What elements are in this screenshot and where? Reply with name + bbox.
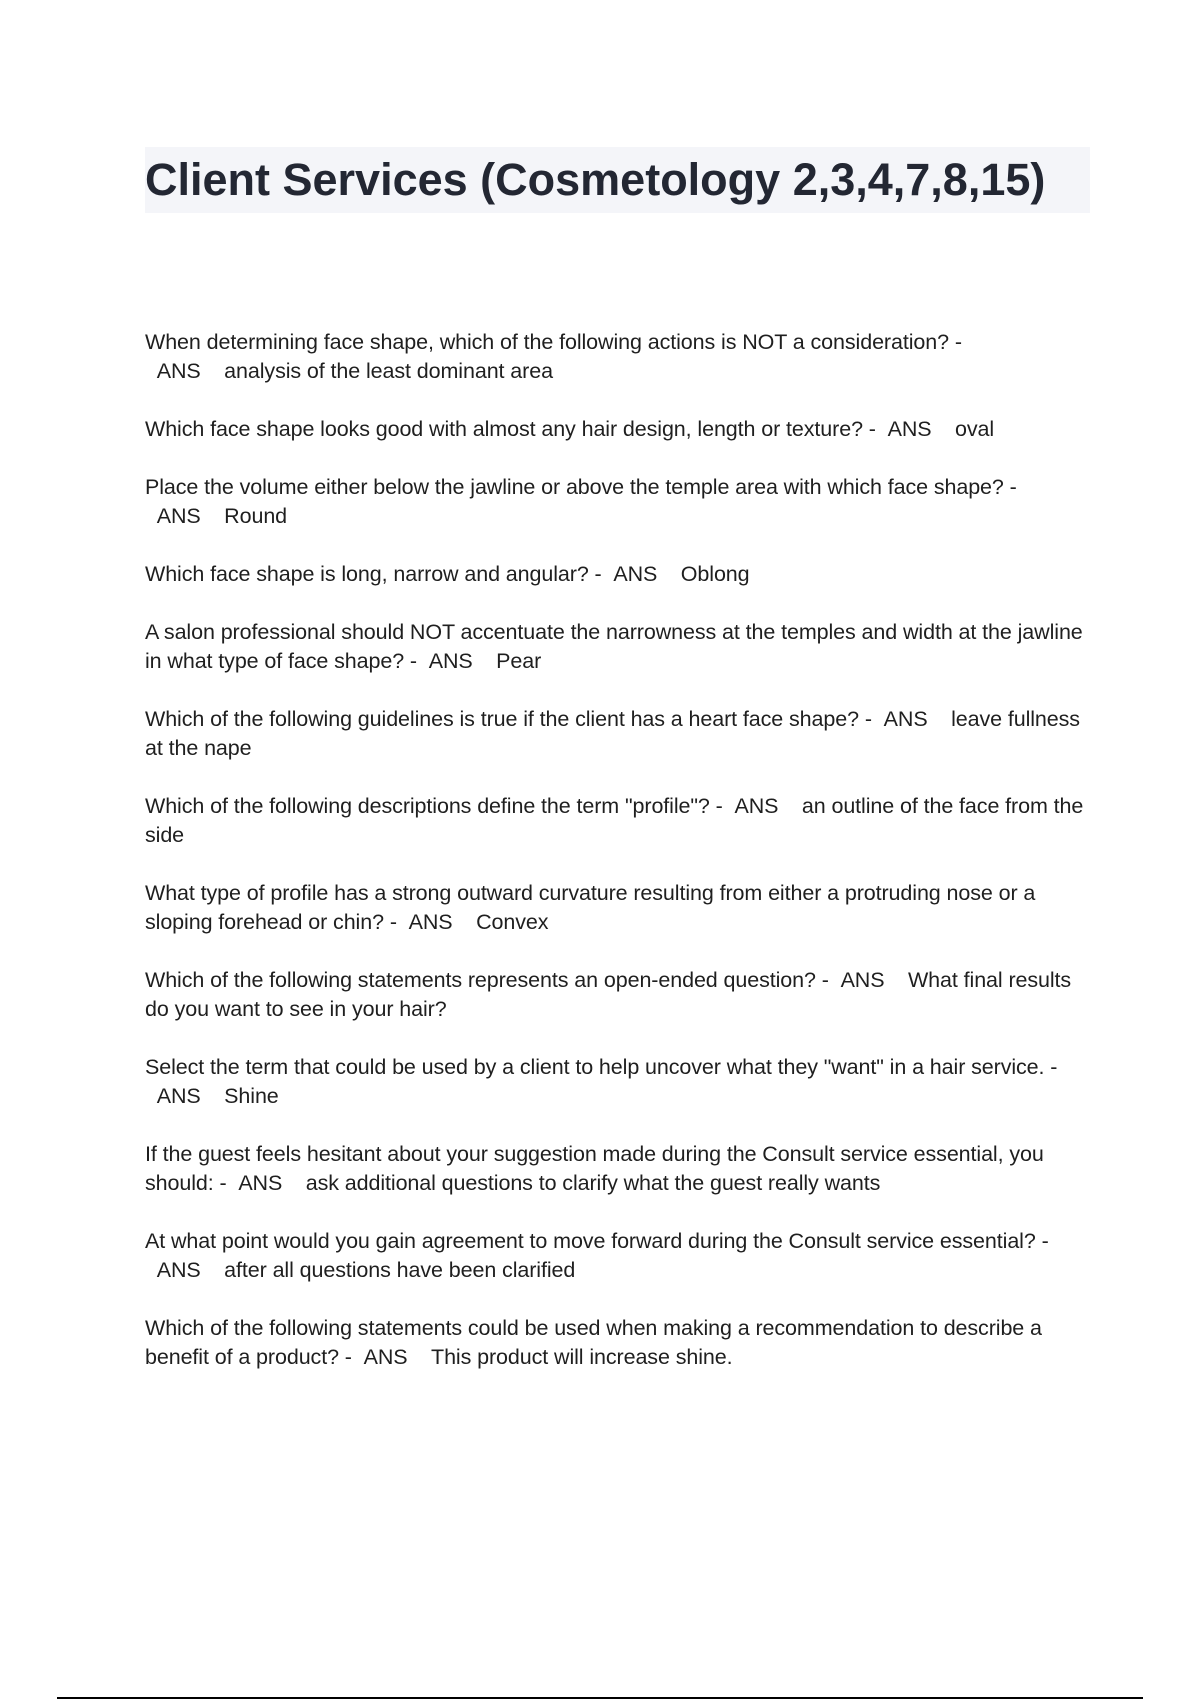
answer-marker: ANS bbox=[363, 1345, 408, 1369]
qa-item bbox=[145, 1140, 1090, 1198]
answer-marker: ANS bbox=[887, 417, 932, 441]
answer-marker: ANS bbox=[238, 1171, 283, 1195]
question-text: Which of the following guidelines is true if the client has a heart face shape? - bbox=[145, 707, 872, 731]
answer-text: oval bbox=[955, 417, 995, 441]
qa-item bbox=[145, 415, 1090, 444]
answer-marker: ANS bbox=[613, 562, 658, 586]
question-text: Which of the following descriptions define the term "profile"? - bbox=[145, 794, 723, 818]
qa-item bbox=[145, 705, 1090, 763]
page-title: Client Services (Cosmetology 2,3,4,7,8,15) bbox=[145, 154, 1046, 205]
answer-text: analysis of the least dominant area bbox=[224, 359, 553, 383]
answer-text: This product will increase shine. bbox=[431, 1345, 733, 1369]
answer-marker: ANS bbox=[428, 649, 473, 673]
qa-item bbox=[145, 792, 1090, 850]
question-text: Which of the following statements represents an open-ended question? - bbox=[145, 968, 829, 992]
answer-marker: ANS bbox=[156, 359, 201, 383]
answer-marker: ANS bbox=[840, 968, 885, 992]
question-text: Select the term that could be used by a client to help uncover what they "want" in a hair service. - bbox=[145, 1055, 1058, 1079]
qa-item bbox=[145, 966, 1090, 1024]
qa-item bbox=[145, 879, 1090, 937]
answer-marker: ANS bbox=[883, 707, 928, 731]
answer-text: Round bbox=[224, 504, 288, 528]
answer-text: Shine bbox=[224, 1084, 279, 1108]
answer-text: after all questions have been clarified bbox=[224, 1258, 576, 1282]
qa-item bbox=[145, 1227, 1090, 1285]
qa-item bbox=[145, 473, 1090, 531]
answer-marker: ANS bbox=[156, 504, 201, 528]
question-text: A salon professional should NOT accentuate the narrowness at the temples and width at the jawline in what type of face shape? - bbox=[145, 620, 1083, 673]
answer-text: an outline of the face from the side bbox=[145, 794, 1084, 847]
qa-item bbox=[145, 1053, 1090, 1111]
answer-text: ask additional questions to clarify what the guest really wants bbox=[305, 1171, 881, 1195]
answer-text: Convex bbox=[476, 910, 549, 934]
answer-text: What final results do you want to see in your hair? bbox=[145, 968, 1072, 1021]
qa-item bbox=[145, 1314, 1090, 1372]
answer-marker: ANS bbox=[156, 1084, 201, 1108]
question-text: Which face shape looks good with almost any hair design, length or texture? - bbox=[145, 417, 876, 441]
qa-list bbox=[145, 328, 1090, 1401]
answer-marker: ANS bbox=[156, 1258, 201, 1282]
title-banner bbox=[145, 147, 1090, 213]
question-text: What type of profile has a strong outward curvature resulting from either a protruding nose or a sloping forehead or chin? - bbox=[145, 881, 1036, 934]
question-text: Which face shape is long, narrow and angular? - bbox=[145, 562, 602, 586]
question-text: If the guest feels hesitant about your suggestion made during the Consult service essential, you should: - bbox=[145, 1142, 1044, 1195]
qa-item bbox=[145, 618, 1090, 676]
qa-item bbox=[145, 560, 1090, 589]
answer-text: Pear bbox=[496, 649, 542, 673]
answer-text: leave fullness at the nape bbox=[145, 707, 1080, 760]
answer-marker: ANS bbox=[408, 910, 453, 934]
footer-divider bbox=[57, 1697, 1143, 1699]
qa-item bbox=[145, 328, 1090, 386]
question-text: Place the volume either below the jawline or above the temple area with which face shape? - bbox=[145, 475, 1017, 499]
question-text: Which of the following statements could be used when making a recommendation to describe a benefit of a product? - bbox=[145, 1316, 1042, 1369]
question-text: When determining face shape, which of the following actions is NOT a consideration? - bbox=[145, 330, 962, 354]
answer-text: Oblong bbox=[680, 562, 750, 586]
question-text: At what point would you gain agreement to move forward during the Consult service essential? - bbox=[145, 1229, 1049, 1253]
answer-marker: ANS bbox=[734, 794, 779, 818]
